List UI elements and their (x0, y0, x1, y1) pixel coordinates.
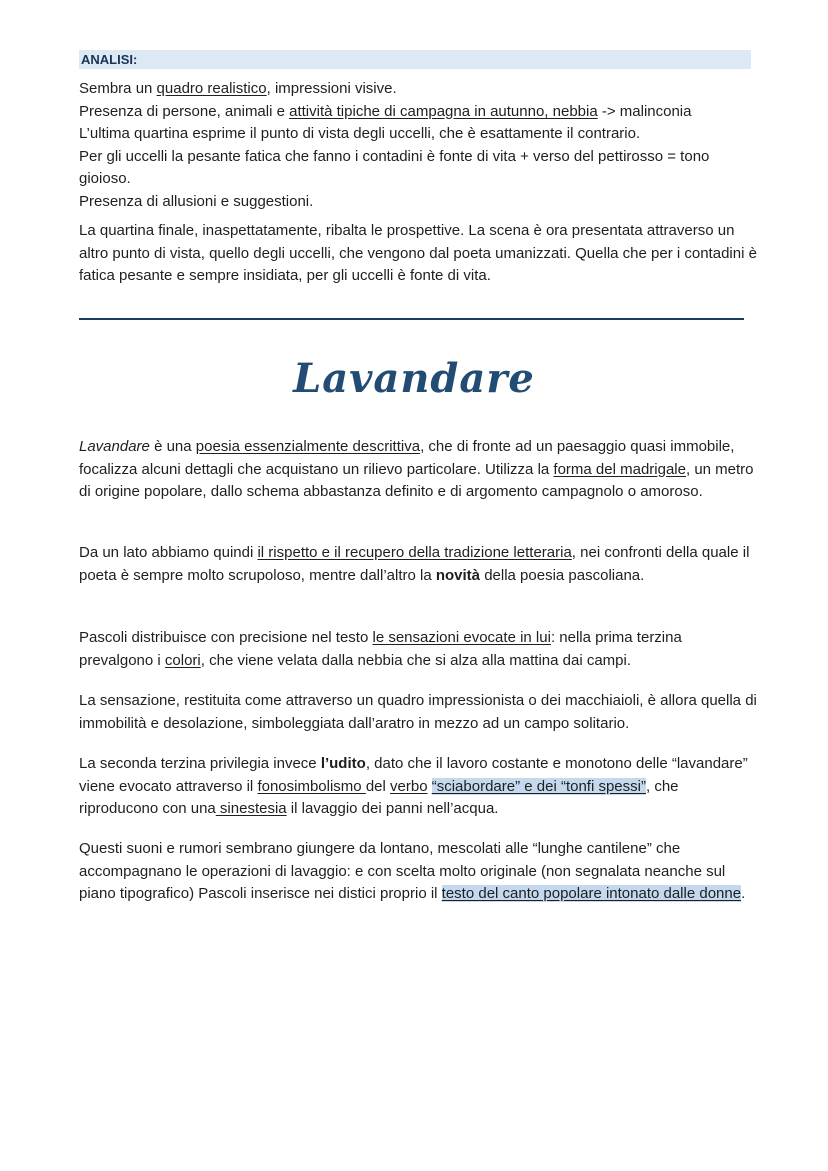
text-run: . (741, 885, 746, 902)
underlined-term: poesia essenzialmente descrittiva (195, 438, 421, 455)
underlined-term: quadro realistico (156, 80, 267, 97)
analisi-line-4: Per gli uccelli la pesante fatica che fanno i contadini è fonte di vita + verso del pettirosso = tono gioioso. (79, 147, 710, 187)
paragraph-6 (79, 838, 759, 906)
analisi-line-3: L’ultima quartina esprime il punto di vista degli uccelli, che è esattamente il contrario. (79, 125, 641, 142)
analisi-line-1 (79, 78, 759, 101)
text-run: Da un lato abbiamo quindi (79, 544, 258, 561)
analisi-notes (79, 78, 759, 213)
text-run: , che viene velata dalla nebbia che si alza alla mattina dai campi. (200, 651, 632, 669)
text-run: Sembra un (79, 80, 157, 97)
text-run: Presenza di persone, animali e (79, 102, 290, 120)
text-run: Questi suoni e rumori sembrano giungere da lontano, mescolati alle “lunghe cantilene” che accompagnano le operazioni di lavaggio: e con scelta molto originale (non segnalata neanche sul piano tipografico) Pascoli inserisce nei distici proprio il (79, 840, 726, 902)
page-title: Lavandare (293, 355, 535, 402)
underlined-term: il rispetto e il recupero della tradizione letteraria (257, 544, 572, 561)
underlined-term: verbo (390, 777, 428, 795)
bold-term: l’udito (320, 755, 366, 772)
text-run: , dato che il lavoro costante e monotono delle “lavandare” viene evocato attraverso il (79, 755, 748, 795)
analisi-paragraph: La quartina finale, inaspettatamente, ribalta le prospettive. La scena è ora presentata attraverso un altro punto di vista, quello degli uccelli, che vengono dal poeta umanizzati. Quella che per i contadini è fatica pesante e sempre insidiata, per gli uccelli è fonte di vita. (79, 222, 757, 284)
text-run: , nei confronti della quale il poeta è sempre molto scrupoloso, mentre dall’altro la (79, 544, 750, 584)
text-run: , un metro di origine popolare, dallo schema abbastanza definito e di argomento campagnolo o amoroso. (79, 460, 754, 500)
paragraph-1 (79, 436, 759, 504)
bold-term: novità (435, 566, 481, 584)
underlined-term: attività tipiche di campagna in autunno, nebbia (289, 102, 598, 120)
text-run: , che riproducono con una (79, 777, 679, 817)
analisi-line-2 (79, 101, 759, 124)
text-run: , impressioni visive. (266, 80, 397, 97)
text-run: -> malinconia (597, 102, 692, 120)
paragraph-2 (79, 542, 759, 587)
text-run: La seconda terzina privilegia invece (79, 755, 321, 772)
text-run: : nella prima terzina prevalgono i (79, 629, 682, 669)
text-run: è una (149, 438, 196, 455)
section-divider (79, 318, 744, 320)
paragraph-3 (79, 627, 759, 672)
paragraph-5 (79, 753, 759, 821)
text-run: della poesia pascoliana. (480, 566, 645, 584)
highlighted-term: testo del canto popolare intonato dalle donne (441, 885, 742, 902)
text-run: il lavaggio dei panni nell’acqua. (286, 800, 499, 817)
underlined-term: forma del madrigale (553, 460, 686, 478)
underlined-term: fonosimbolismo (257, 777, 366, 795)
highlighted-term: “sciabordare” e dei “tonfi spessi” (431, 777, 646, 795)
underlined-term: colori (164, 651, 201, 669)
analisi-line-5: Presenza di allusioni e suggestioni. (79, 192, 314, 210)
text-run: Pascoli distribuisce con precisione nel testo (79, 629, 373, 646)
paragraph-4: La sensazione, restituita come attraverso un quadro impressionista o dei macchiaioli, è allora quella di immobilità e desolazione, simboleggiata dall’aratro in mezzo ad un campo solitario. (79, 692, 757, 732)
italic-title: Lavandare (79, 438, 150, 455)
underlined-term: le sensazioni evocate in lui (372, 629, 551, 646)
analisi-header: ANALISI: (79, 50, 751, 69)
text-run: , che di fronte ad un paesaggio quasi immobile, focalizza alcuni dettagli che acquistano un rilievo particolare. Utilizza la (79, 438, 735, 478)
underlined-term: sinestesia (215, 800, 287, 817)
text-run: del (365, 777, 391, 795)
